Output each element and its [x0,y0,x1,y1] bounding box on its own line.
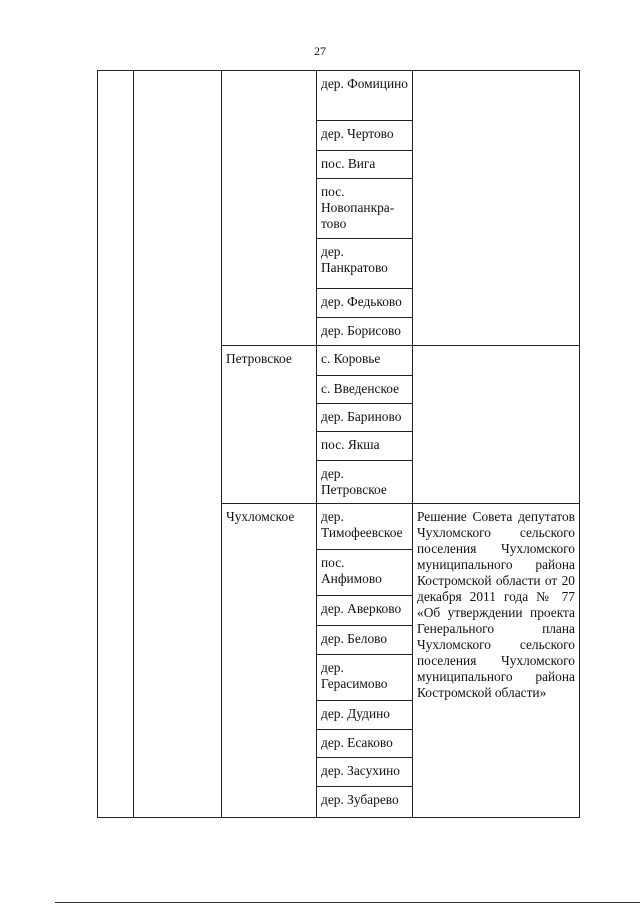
settlement-cell: Чухломское [222,504,317,818]
district-cell [134,71,222,818]
locality-cell: дер. Тимофеевское [317,504,413,550]
locality-cell: дер. Дудино [317,701,413,730]
locality-cell: пос. Якша [317,432,413,461]
decision-cell [413,346,580,504]
locality-cell: с. Коровье [317,346,413,376]
page-number: 27 [314,44,326,58]
footer-rule [55,902,640,903]
settlement-cell: Петровское [222,346,317,504]
locality-cell: дер. Герасимово [317,655,413,701]
locality-cell: дер. Засухино [317,758,413,787]
locality-cell: дер. Панкратово [317,239,413,289]
locality-cell: дер. Фомицино [317,71,413,121]
locality-cell: пос. Анфимово [317,550,413,596]
locality-cell: дер. Зубарево [317,787,413,818]
locality-cell: дер. Белово [317,626,413,655]
decision-cell [413,504,580,818]
locality-cell: дер. Есаково [317,730,413,758]
locality-cell: дер. Федьково [317,289,413,318]
number-cell [98,71,134,818]
locality-cell: дер. Борисово [317,318,413,346]
settlement-cell [222,71,317,346]
locality-cell: дер. Аверково [317,596,413,626]
decision-text: Решение Совета депутатов Чухломского сельского поселения Чухломского муниципального района Костромской области от 20 декабря 2011 года № 77 «Об утверждении проекта Генерального плана Чухломского сельского поселения Чухломского муниципального района Костромской области» [417,509,575,700]
locality-cell: с. Введенское [317,376,413,404]
locality-cell: дер. Бариново [317,404,413,432]
locality-cell: пос. Новопанкра-тово [317,179,413,239]
registry-table [97,70,580,818]
locality-cell: дер. Петровское [317,461,413,504]
decision-cell [413,71,580,346]
locality-cell: дер. Чертово [317,121,413,151]
locality-cell: пос. Вига [317,151,413,179]
table-row [98,71,580,121]
